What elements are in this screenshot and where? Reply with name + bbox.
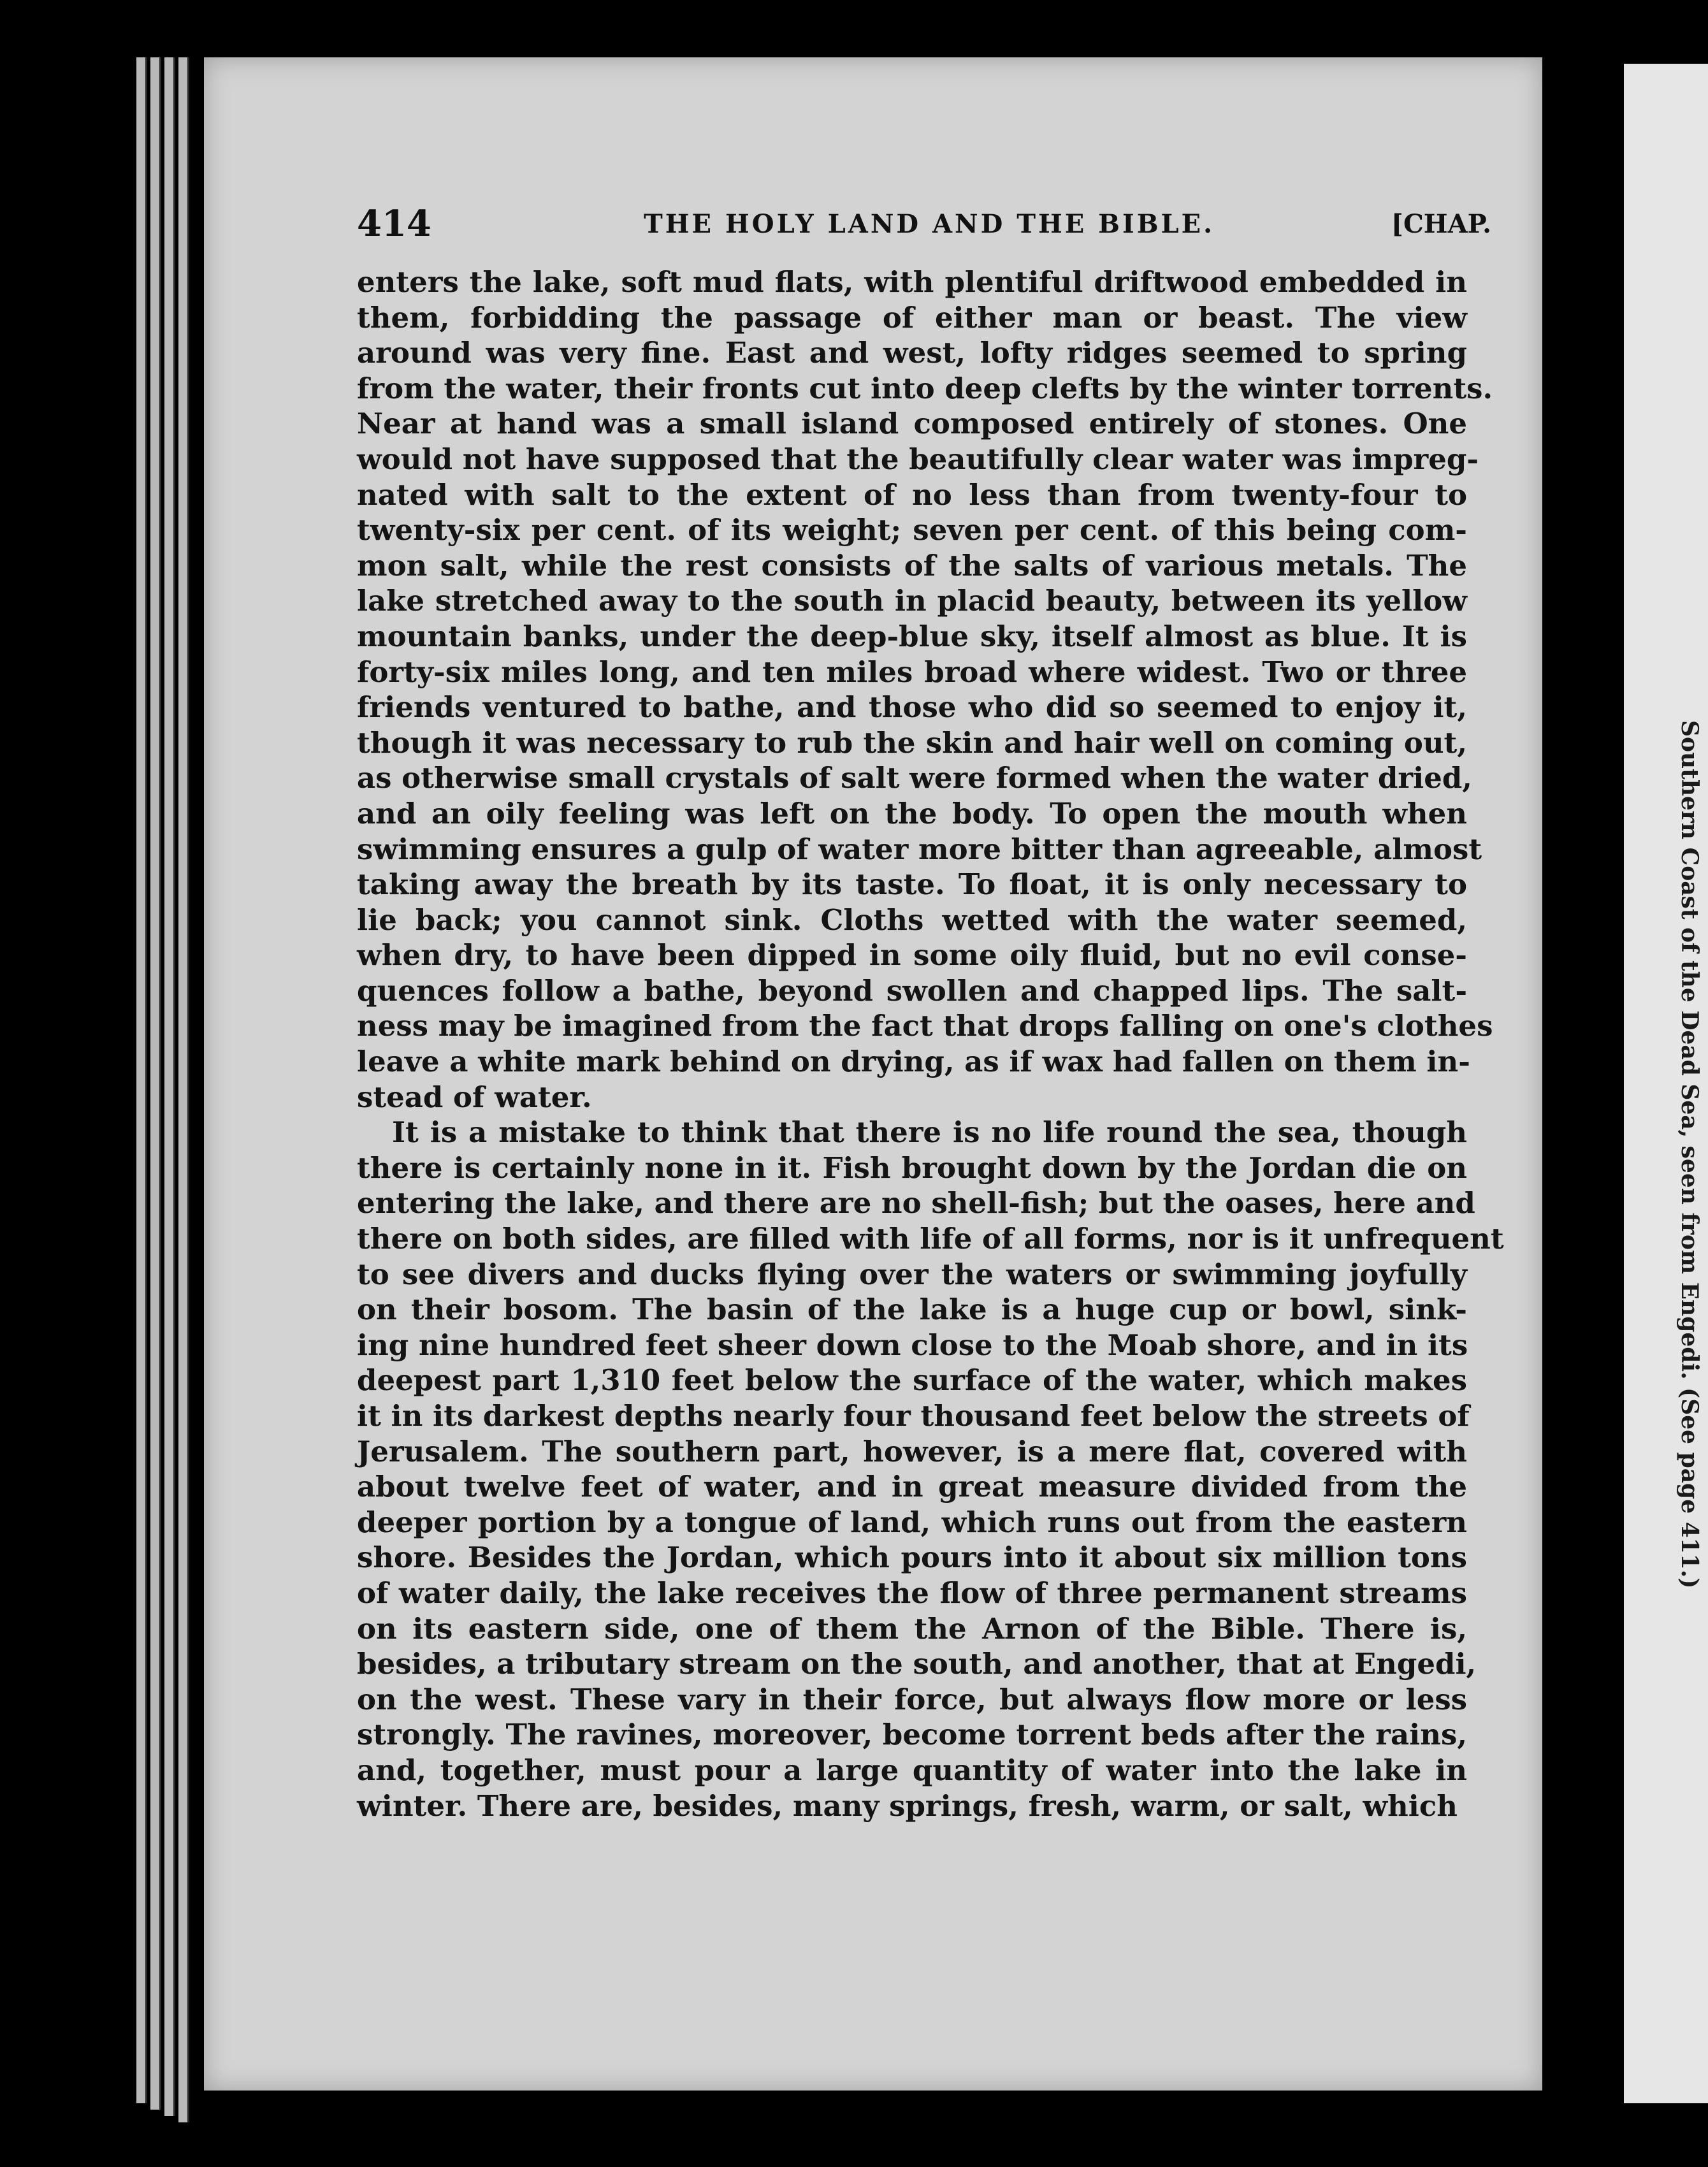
text-line: shore. Besides the Jordan, which pours into it about six million tons <box>357 1540 1467 1575</box>
text-line: stead of water. <box>357 1080 592 1114</box>
plate-caption: Southern Coast of the Dead Sea, seen from Engedi. (See page 411.) <box>1676 720 1703 1589</box>
text-line: of water daily, the lake receives the flow of three permanent streams <box>357 1576 1467 1610</box>
text-line: it in its darkest depths nearly four thousand feet below the streets of <box>357 1399 1470 1433</box>
running-head <box>357 203 1491 247</box>
text-line: leave a white mark behind on drying, as if wax had fallen on them in- <box>357 1045 1470 1079</box>
paragraph <box>357 265 1493 1115</box>
text-line: on its eastern side, one of them the Arnon of the Bible. There is, <box>357 1611 1467 1646</box>
text-line: deeper portion by a tongue of land, which runs out from the eastern <box>357 1505 1467 1539</box>
text-line: mountain banks, under the deep-blue sky, itself almost as blue. It is <box>357 619 1467 653</box>
text-line: friends ventured to bathe, and those who did so seemed to enjoy it, <box>357 690 1467 725</box>
text-line: winter. There are, besides, many springs, fresh, warm, or salt, which <box>357 1788 1458 1823</box>
text-line: on the west. These vary in their force, but always flow more or less <box>357 1682 1467 1716</box>
text-line: there on both sides, are filled with life of all forms, nor is it unfrequent <box>357 1222 1504 1256</box>
text-line: deepest part 1,310 feet below the surface of the water, which makes <box>357 1363 1467 1398</box>
text-line: to see divers and ducks flying over the waters or swimming joyfully <box>357 1257 1467 1291</box>
text-line: strongly. The ravines, moreover, become torrent beds after the rains, <box>357 1718 1467 1752</box>
text-line: enters the lake, soft mud flats, with plentiful driftwood embedded in <box>357 265 1467 299</box>
text-line: taking away the breath by its taste. To float, it is only necessary to <box>357 867 1467 902</box>
text-line: and, together, must pour a large quantity of water into the lake in <box>357 1753 1467 1787</box>
text-line: though it was necessary to rub the skin and hair well on coming out, <box>357 725 1467 760</box>
text-line: ness may be imagined from the fact that drops falling on one's clothes <box>357 1009 1493 1043</box>
page-edge <box>178 57 189 2122</box>
text-line: forty-six miles long, and ten miles broad where widest. Two or three <box>357 655 1467 689</box>
text-line: from the water, their fronts cut into deep clefts by the winter torrents. <box>357 371 1493 405</box>
text-line: would not have supposed that the beautifully clear water was impreg- <box>357 442 1479 476</box>
page-edge <box>164 57 175 2116</box>
page-number: 414 <box>357 203 431 245</box>
text-line: It is a mistake to think that there is no life round the sea, though <box>392 1115 1467 1150</box>
page-edge <box>150 57 161 2110</box>
text-line: mon salt, while the rest consists of the salts of various metals. The <box>357 548 1467 583</box>
text-line: there is certainly none in it. Fish brought down by the Jordan die on <box>357 1150 1467 1185</box>
text-line: besides, a tributary stream on the south, and another, that at Engedi, <box>357 1647 1477 1681</box>
text-line: ing nine hundred feet sheer down close to the Moab shore, and in its <box>357 1328 1468 1362</box>
text-line: quences follow a bathe, beyond swollen and chapped lips. The salt- <box>357 973 1467 1008</box>
body-text <box>357 265 1504 1823</box>
text-line: on their bosom. The basin of the lake is a huge cup or bowl, sink- <box>357 1293 1467 1327</box>
text-line: Near at hand was a small island composed entirely of stones. One <box>357 407 1467 441</box>
text-line: swimming ensures a gulp of water more bitter than agreeable, almost <box>357 832 1482 866</box>
page-edge <box>136 57 147 2103</box>
text-line: and an oily feeling was left on the body. To open the mouth when <box>357 796 1467 830</box>
text-line: about twelve feet of water, and in great measure divided from the <box>357 1470 1467 1504</box>
text-line: lie back; you cannot sink. Cloths wetted with the water seemed, <box>357 902 1467 937</box>
paragraph <box>357 1115 1504 1823</box>
text-line: lake stretched away to the south in placid beauty, between its yellow <box>357 584 1467 618</box>
text-line: twenty-six per cent. of its weight; seven per cent. of this being com- <box>357 513 1467 547</box>
text-line: around was very fine. East and west, lofty ridges seemed to spring <box>357 336 1467 370</box>
text-line: Jerusalem. The southern part, however, is a mere flat, covered with <box>357 1434 1467 1468</box>
text-line: them, forbidding the passage of either man or beast. The view <box>357 300 1467 335</box>
text-line: as otherwise small crystals of salt were formed when the water dried, <box>357 761 1472 795</box>
book-title: THE HOLY LAND AND THE BIBLE. <box>644 209 1215 239</box>
text-line: entering the lake, and there are no shell-fish; but the oases, here and <box>357 1186 1475 1221</box>
text-line: nated with salt to the extent of no less than from twenty-four to <box>357 477 1467 512</box>
text-line: when dry, to have been dipped in some oily fluid, but no evil conse- <box>357 938 1467 973</box>
chapter-mark: [CHAP. <box>1391 209 1491 239</box>
